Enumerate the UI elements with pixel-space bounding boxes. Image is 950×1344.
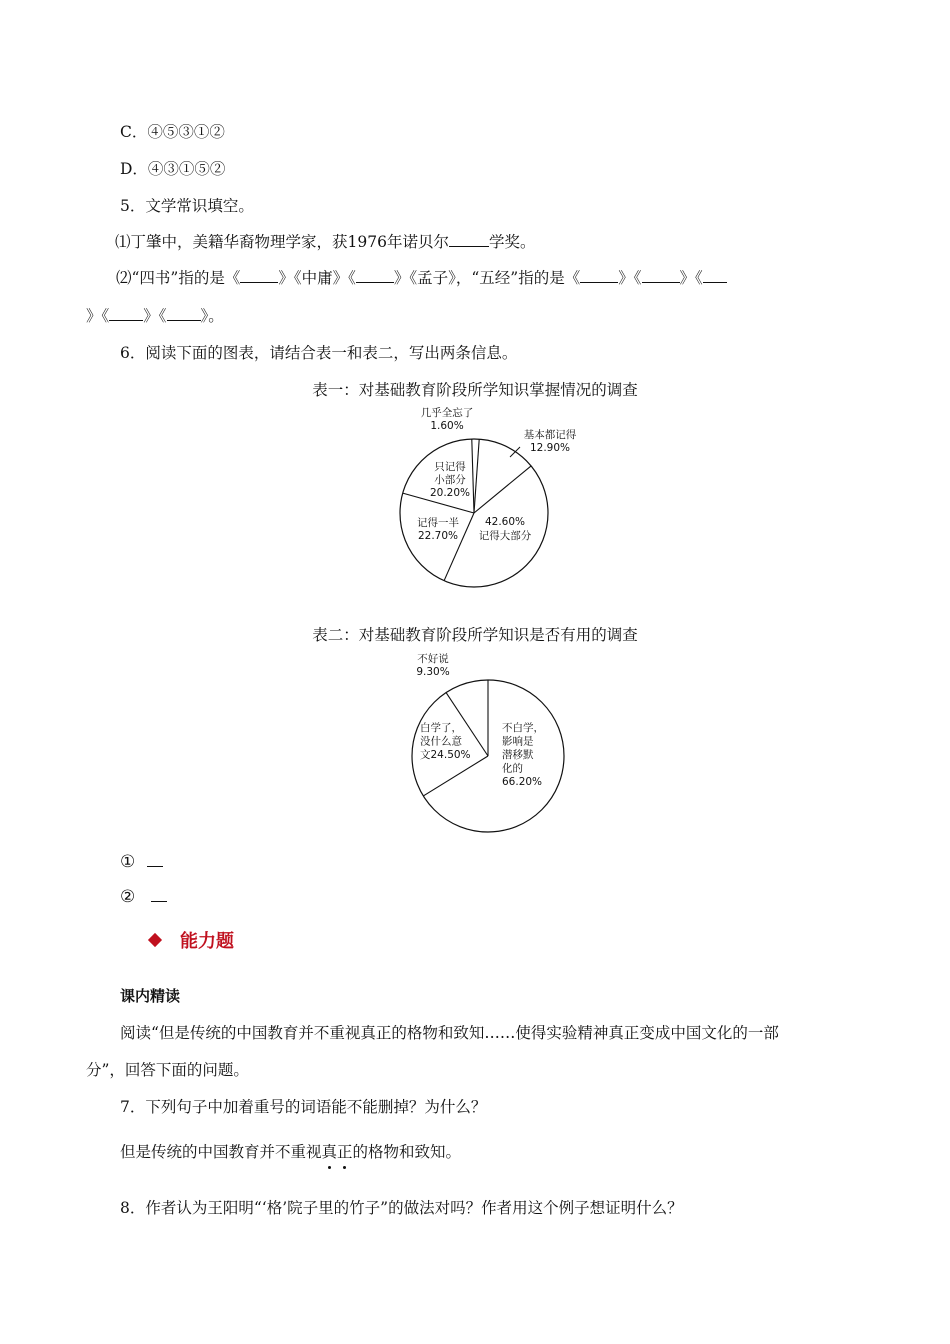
question-5-item-1 — [115, 232, 535, 252]
slice-label-line: 42.60% — [484, 516, 526, 528]
question-6-title: 6．阅读下面的图表，请结合表一和表二，写出两条信息。 — [120, 344, 518, 362]
item-1-suffix: 学奖。 — [488, 233, 536, 251]
slice-label — [416, 652, 449, 678]
slice-label-line: 66.20% — [502, 776, 543, 788]
answer-1-marker: ① — [120, 852, 136, 872]
answer-2-marker: ② — [120, 887, 136, 907]
emphasized-char: 真 — [321, 1143, 338, 1161]
subsection-heading: 课内精读 — [120, 987, 181, 1005]
slice-label-line: 化的 — [502, 762, 523, 775]
section-title: 能力题 — [180, 931, 234, 952]
question-5-title: 5．文学常识填空。 — [120, 197, 254, 215]
answer-blank[interactable] — [147, 852, 163, 867]
answer-blank[interactable] — [703, 268, 727, 283]
option-d: D．④③①⑤② — [120, 160, 226, 178]
question-5-item-2 — [86, 259, 876, 335]
diamond-icon — [148, 933, 162, 947]
question-7-sentence — [120, 1142, 461, 1162]
reading-intro-line-1: 阅读“但是传统的中国教育并不重视真正的格物和致知……使得实验精神真正变成中国文化的一部 — [120, 1024, 779, 1042]
slice-label — [430, 461, 470, 499]
question-8-title: 8．作者认为王阳明“‘格’院子里的竹子”的做法对吗？作者用这个例子想证明什么？ — [120, 1199, 683, 1217]
slice-label-line: 22.70% — [417, 530, 459, 542]
slice-label-line: 不好说 — [417, 653, 449, 665]
slice-label-line: 记得大部分 — [478, 530, 532, 542]
item-2-text-f: 》《 — [143, 307, 167, 325]
section-heading — [150, 930, 234, 954]
answer-blank[interactable] — [109, 306, 143, 321]
slice-label-line: 1.60% — [430, 420, 464, 432]
slice-label-line: 文24.50% — [420, 749, 471, 761]
pie-chart-mastery — [380, 402, 580, 592]
item-2-text-d: 》《 — [679, 269, 703, 287]
question-7-title: 7．下列句子中加着重号的词语能不能删掉？为什么？ — [120, 1098, 487, 1116]
item-2-text-c: 》《 — [618, 269, 642, 287]
answer-blank[interactable] — [151, 887, 167, 902]
sentence-suffix: 的格物和致知。 — [352, 1143, 462, 1161]
item-2-text-a: 》《中庸》《 — [278, 269, 356, 287]
slice-label-line: 只记得 — [434, 461, 466, 473]
pie-chart-usefulness — [400, 650, 570, 835]
slice-label-line: 记得一半 — [417, 517, 459, 529]
slice-label-line: 小部分 — [434, 474, 466, 486]
slice-label-line: 白学了， — [420, 722, 462, 734]
chart-2-title: 表二：对基础教育阶段所学知识是否有用的调查 — [312, 626, 638, 644]
slice-label-line: 几乎全忘了 — [420, 407, 474, 419]
answer-line-2 — [120, 887, 167, 907]
emphasized-char: 正 — [337, 1143, 353, 1161]
slice-label-line: 没什么意 — [420, 735, 462, 748]
item-2-text-e: 》《 — [86, 307, 110, 325]
answer-blank[interactable] — [580, 268, 618, 283]
slice-label-line: 20.20% — [429, 487, 471, 499]
answer-blank[interactable] — [449, 232, 489, 247]
answer-blank[interactable] — [642, 268, 680, 283]
answer-line-1 — [120, 852, 163, 872]
option-c: C．④⑤③①② — [120, 123, 225, 141]
slice-label-line: 潜移默 — [502, 749, 534, 761]
item-2-label: ⑵“四书”指的是《 — [116, 269, 241, 287]
item-1-prefix: ⑴丁肇中，美籍华裔物理学家，获1976年诺贝尔 — [115, 233, 449, 251]
answer-blank[interactable] — [167, 306, 201, 321]
slice-label-line: 不白学， — [502, 722, 544, 734]
reading-intro-line-2: 分”，回答下面的问题。 — [86, 1061, 249, 1079]
item-2-text-g: 》。 — [200, 307, 224, 325]
chart-1-title: 表一：对基础教育阶段所学知识掌握情况的调查 — [312, 381, 638, 399]
slice-label-line: 9.30% — [416, 666, 450, 678]
answer-blank[interactable] — [240, 268, 278, 283]
slice-label-line: 影响是 — [502, 735, 534, 748]
answer-blank[interactable] — [356, 268, 394, 283]
slice-label-line: 12.90% — [529, 442, 571, 454]
slice-label — [524, 428, 577, 454]
slice-label-line: 基本都记得 — [523, 429, 577, 441]
slice-label — [421, 406, 474, 432]
item-2-text-b: 》《孟子》，“五经”指的是《 — [393, 269, 581, 287]
sentence-prefix: 但是传统的中国教育并不重视 — [120, 1143, 322, 1161]
